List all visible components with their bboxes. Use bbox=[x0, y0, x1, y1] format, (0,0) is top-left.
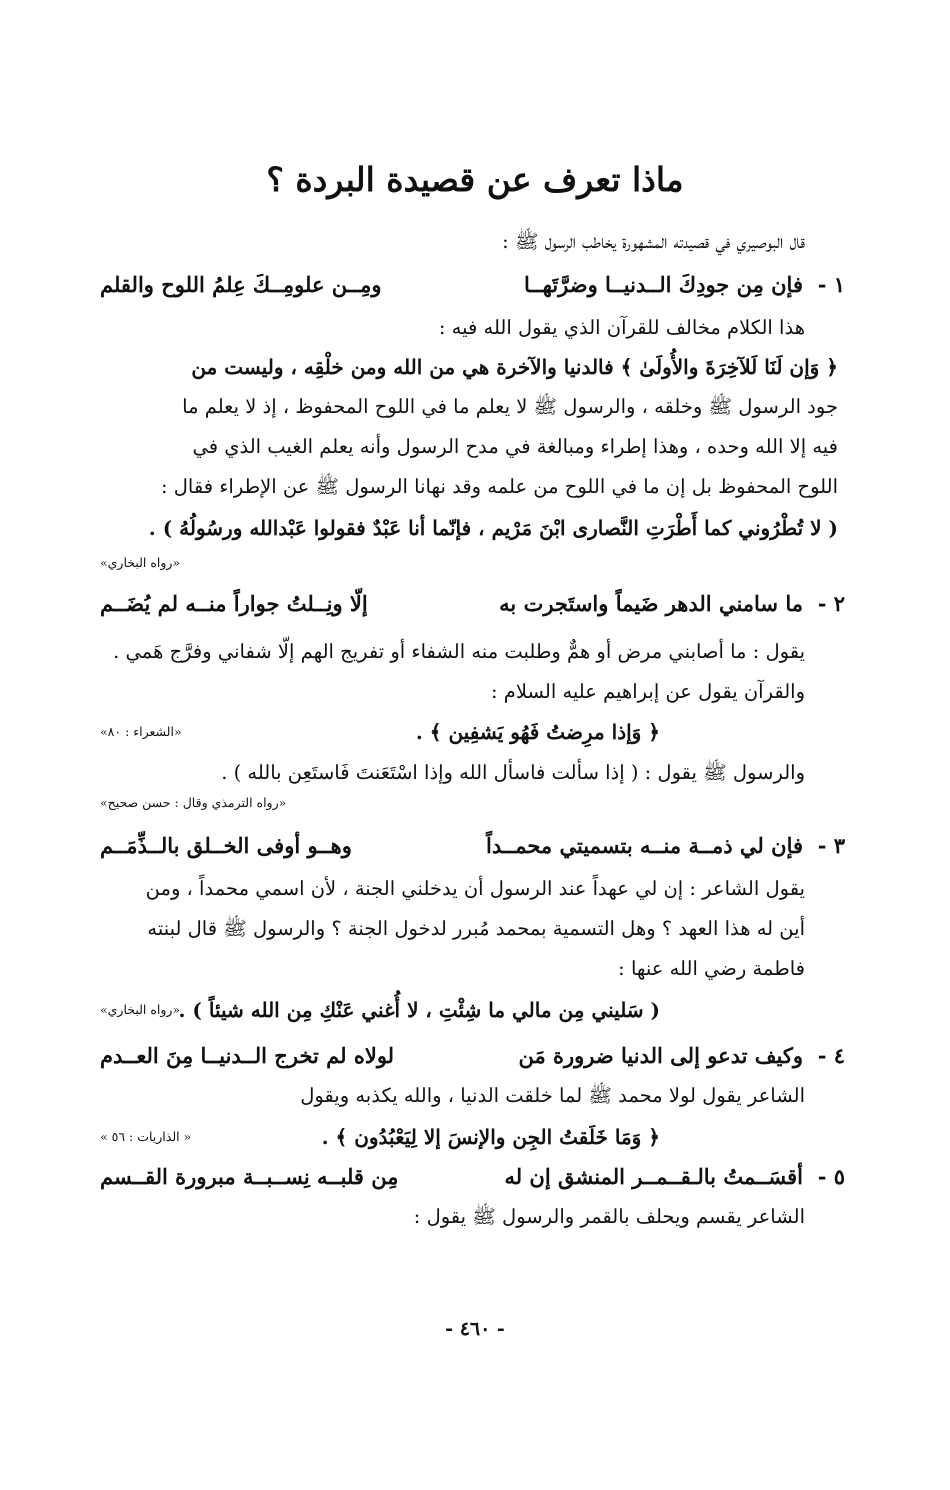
paragraph-line: الشاعر يقسم ويحلف بالقمر والرسول ﷺ يقول : bbox=[413, 1205, 805, 1228]
verse-2 bbox=[100, 584, 845, 624]
verse-second-hemistich: وهــو أوفى الخــلق بالــذِّمَــم bbox=[100, 833, 352, 858]
paragraph-line: اللوح المحفوظ بل إن ما في اللوح من علمه وقد نهانا الرسول ﷺ عن الإطراء فقال : bbox=[160, 475, 838, 498]
verse-first-hemistich: ما سامني الدهر ضَيماً واستَجرت به bbox=[499, 591, 803, 616]
verse-number: ٢ - bbox=[817, 591, 845, 616]
hadith-quote: ( لا تُطْرُوني كما أَطْرَتِ النَّصارى ابْنَ مَرْيم ، فإنّما أنا عَبْدٌ فقولوا عَبْدالله ورسُولُهُ ) . bbox=[148, 516, 838, 540]
verse-number: ٤ - bbox=[817, 1043, 845, 1068]
page-title: ماذا تعرف عن قصيدة البردة ؟ bbox=[266, 160, 684, 199]
verse-first-hemistich: أقسَــمتُ بالـقــمــر المنشق إن له bbox=[504, 1164, 803, 1189]
paragraph-line: فيه إلا الله وحده ، وهذا إطراء ومبالغة في مدح الرسول وأنه يعلم الغيب الذي في bbox=[192, 435, 838, 458]
verse-second-hemistich: ومِــن علومِــكَ عِلمُ اللوح والقلم bbox=[100, 272, 382, 297]
paragraph-line: والقرآن يقول عن إبراهيم عليه السلام : bbox=[491, 680, 805, 703]
verse-number: ٣ - bbox=[817, 833, 845, 858]
verse-second-hemistich: لولاه لم تخرج الــدنيــا مِنَ العــدم bbox=[100, 1043, 395, 1068]
verse-number: ٥ - bbox=[817, 1164, 845, 1189]
source-reference: «رواه البخاري» bbox=[100, 555, 181, 570]
source-reference: «رواه البخاري» bbox=[100, 1002, 181, 1017]
verse-number: ١ - bbox=[817, 272, 845, 297]
hadith-quote: ( سَليني مِن مالي ما شِئْتِ ، لا أُغني عَنْكِ مِن الله شيئاً ) . bbox=[178, 998, 660, 1022]
source-reference: «رواه الترمذي وقال : حسن صحيح» bbox=[100, 795, 287, 810]
verse-3 bbox=[100, 826, 845, 866]
page-number: - ٤٦٠ - bbox=[445, 1318, 505, 1340]
verse-first-hemistich: فإن لي ذمــة منــه بتسميتي محمــداً bbox=[486, 833, 803, 858]
paragraph-line: أين له هذا العهد ؟ وهل التسمية بمحمد مُبرر لدخول الجنة ؟ والرسول ﷺ قال لبنته bbox=[147, 917, 805, 940]
paragraph-line: جود الرسول ﷺ وخلقه ، والرسول ﷺ لا يعلم ما في اللوح المحفوظ ، إذ لا يعلم ما bbox=[182, 395, 838, 418]
paragraph-line: ﴿ وَإن لَنَا لَلآخِرَةَ والأُولَىٰ ﴾ فالدنيا والآخرة هي من الله ومن خلْقِه ، وليست من bbox=[191, 355, 838, 379]
paragraph-line: هذا الكلام مخالف للقرآن الذي يقول الله فيه : bbox=[438, 316, 805, 339]
paragraph-line: فاطمة رضي الله عنها : bbox=[618, 957, 805, 980]
paragraph-line: يقول : ما أصابني مرض أو همٌّ وطلبت منه الشفاء أو تفريج الهم إلّا شفاني وفرَّج هَمي . bbox=[113, 640, 805, 663]
source-reference: « الذاريات : ٥٦ » bbox=[100, 1129, 192, 1144]
verse-5 bbox=[100, 1157, 845, 1197]
verse-first-hemistich: وكيف تدعو إلى الدنيا ضرورة مَن bbox=[518, 1043, 803, 1068]
hadith-quote: والرسول ﷺ يقول : ( إذا سألت فاسأل الله وإذا اسْتَعَنتَ فَاستَعِن بالله ) . bbox=[221, 761, 805, 784]
verse-second-hemistich: إلّا ونِــلتُ جواراً منــه لم يُضَــم bbox=[100, 591, 368, 616]
verse-second-hemistich: مِن قلبــه نِســبــة مبرورة القــسم bbox=[100, 1164, 399, 1189]
verse-first-hemistich: فإن مِن جودِكَ الــدنيــا وضرَّتَهــا bbox=[523, 272, 803, 297]
verse-4 bbox=[100, 1036, 845, 1076]
quran-quote: ﴿ وَإذا مرِضتُ فَهُو يَشفِين ﴾ . bbox=[415, 720, 660, 744]
verse-1 bbox=[100, 265, 845, 305]
paragraph-line: يقول الشاعر : إن لي عهداً عند الرسول أن يدخلني الجنة ، لأن اسمي محمداً ، ومن bbox=[145, 877, 805, 900]
quran-quote: ﴿ وَمَا خَلَقتُ الجِن والإنسَ إلا لِيَعْبُدُون ﴾ . bbox=[321, 1125, 660, 1149]
paragraph-line: الشاعر يقول لولا محمد ﷺ لما خلقت الدنيا ، والله يكذبه ويقول bbox=[300, 1084, 805, 1107]
intro-line: قال البوصيري في قصيدته المشهورة يخاطب الرسول ﷺ : bbox=[502, 230, 805, 253]
source-reference: «الشعراء : ٨٠» bbox=[100, 724, 182, 739]
